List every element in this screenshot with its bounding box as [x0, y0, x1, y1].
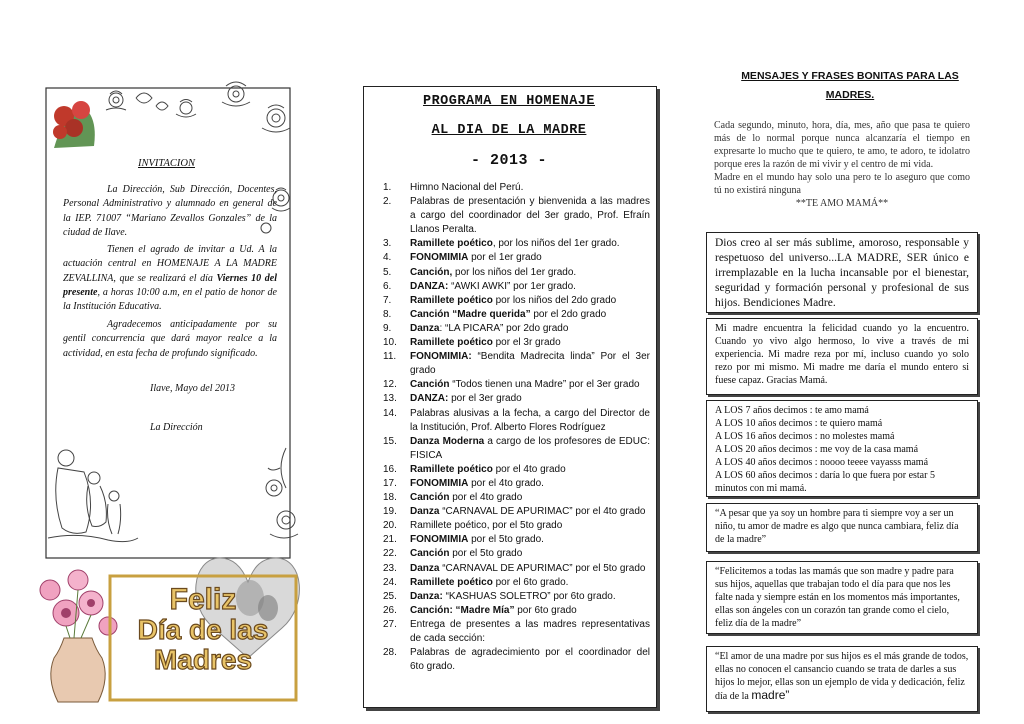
program-item-text: por el 5to grado: [449, 548, 523, 560]
program-item-number: 23.: [383, 562, 397, 574]
program-item-number: 20.: [383, 520, 397, 532]
program-item-highlight: FONOMIMIA: [410, 252, 469, 264]
program-item-text: “CARNAVAL DE APURIMAC” por el 5to grado: [439, 562, 646, 574]
message-ages: [706, 400, 978, 497]
program-title-1: PROGRAMA EN HOMENAJE: [422, 94, 596, 109]
program-item-number: 7.: [383, 294, 392, 306]
program-item-number: 15.: [383, 435, 397, 447]
program-item-text: Palabras alusivas a la fecha, a cargo del Director de la Institución, Prof. Alberto Flores Rodríguez: [410, 407, 650, 433]
program-item-text: “AWKI AWKI” por 1er grado.: [448, 280, 576, 292]
program-item-highlight: Danza: [410, 562, 440, 574]
program-item-highlight: Ramillete poético: [410, 238, 493, 250]
program-list: [383, 181, 650, 674]
program-item: [383, 477, 650, 491]
signature: La Dirección: [150, 422, 203, 433]
message-7: “El amor de una madre por sus hijos es el más grande de todos, ellas no conocen el cansancio cuando se trata de darles a sus hijos lo mejor, ellas son un ejemplo de vida y dedicación, feliz día de la madre”: [706, 646, 978, 712]
program-item: [383, 392, 650, 406]
program-year: - 2013 -: [470, 152, 547, 169]
program-item-highlight: Canción “Madre querida”: [410, 308, 531, 320]
program-item: [383, 533, 650, 547]
program-item: [383, 336, 650, 350]
greeting-line-3: Madres: [153, 644, 253, 675]
program-item: [383, 547, 650, 561]
message-6: “Felicitemos a todas las mamás que son madre y padre para sus hijos, aquellas que trabajan todo el día para que nos les falte nada y siempre están en los momentos más importantes, ellas son ángeles con un corazón tan grande como el cielo, feliz día de la madre”: [706, 561, 978, 634]
program-item-highlight: Canción: “Madre Mía”: [410, 604, 515, 616]
program-item-number: 16.: [383, 463, 397, 475]
program-item-text: Entrega de presentes a las madres representativas de cada sección:: [410, 618, 650, 644]
program-item-highlight: Danza: [410, 506, 440, 518]
message-5: “A pesar que ya soy un hombre para ti siempre voy a ser un niño, tu amor de madre es algo que nunca cambiara, feliz día de la madre”: [706, 503, 978, 552]
program-item-text: Ramillete poético, por el 5to grado: [410, 520, 563, 532]
program-item: [383, 407, 650, 435]
program-item-number: 2.: [383, 196, 392, 208]
flower-vase-icon: [40, 570, 117, 702]
program-item-highlight: DANZA:: [410, 393, 449, 405]
program-item-highlight: FONOMIMIA: [410, 477, 469, 489]
program-item-number: 28.: [383, 647, 397, 659]
program-item: [383, 280, 650, 294]
program-item: [383, 646, 650, 674]
program-item-highlight: Danza:: [410, 590, 443, 602]
program-item: [383, 378, 650, 392]
program-item-text: por el 5to grado.: [468, 534, 544, 546]
program-item-number: 6.: [383, 280, 392, 292]
program-item: [383, 618, 650, 646]
program-item-highlight: Ramillete poético: [410, 294, 493, 306]
program-item: [383, 251, 650, 265]
program-item-highlight: Ramillete poético: [410, 463, 493, 475]
program-item: [383, 519, 650, 533]
invitation-paragraph-3: Agradecemos anticipadamente por su gentil concurrencia que dará mayor realce a la actividad, en esta fecha de profundo significado.: [63, 319, 277, 359]
program-item: [383, 505, 650, 519]
program-item-number: 11.: [383, 351, 397, 363]
greeting-line-1: Feliz: [169, 583, 237, 616]
age-line: A LOS 10 años decimos : te quiero mamá: [715, 418, 883, 429]
program-item-number: 10.: [383, 337, 397, 349]
age-line: A LOS 20 años decimos : me voy de la casa mamá: [715, 444, 919, 455]
invitation-paragraph-2: Tienen el agrado de invitar a Ud. A la actuación central en HOMENAJE A LA MADRE ZEVALLINA, que se realizará el día Viernes 10 del presente, a horas 10:00 a.m, en el patio de honor de la Institución Educativa.: [63, 244, 277, 313]
program-item-text: por el 4to grado: [492, 463, 566, 475]
program-item-highlight: Ramillete poético: [410, 576, 493, 588]
program-item-text: “KASHUAS SOLETRO” por 6to grado.: [442, 590, 616, 602]
program-item-text: Palabras de agradecimiento por el coordinador del 6to grado.: [410, 647, 650, 673]
program-item-text: por el 4to grado: [449, 492, 523, 504]
program-item-highlight: FONOMIMIA: [410, 534, 469, 546]
greeting-line-2: Día de las: [137, 614, 269, 645]
top-flowers-icon: [106, 82, 290, 132]
program-item-text: “Todos tienen una Madre” por el 3er grado: [449, 379, 640, 391]
age-line: A LOS 7 años decimos : te amo mamá: [715, 405, 869, 416]
program-item-text: por el 3er grado: [448, 393, 522, 405]
messages-title: MENSAJES Y FRASES BONITAS PARA LAS MADRES.: [741, 70, 959, 101]
program-item-number: 5.: [383, 266, 392, 278]
side-flowers-icon: [261, 188, 298, 538]
program-item-number: 12.: [383, 379, 397, 391]
program-item-number: 18.: [383, 492, 397, 504]
place-date: Ilave, Mayo del 2013: [150, 383, 235, 394]
program-item: [383, 294, 650, 308]
program-item-highlight: FONOMIMIA:: [410, 351, 472, 363]
program-item-highlight: DANZA:: [410, 280, 449, 292]
program-item-highlight: Ramillete poético: [410, 337, 493, 349]
program-item-number: 25.: [383, 590, 397, 602]
program-item-text: por 6to grado: [514, 604, 577, 616]
program-item: [383, 562, 650, 576]
mother-children-icon: [48, 450, 138, 542]
program-item-text: a cargo de los profesores de EDUC: FISICA: [410, 435, 651, 461]
invitation-paragraph-1: La Dirección, Sub Dirección, Docentes, Personal Administrativo y alumnado en general de la IEP. 71007 “Mariano Zevallos Gonzales” de la ciudad de Ilave.: [63, 184, 277, 238]
program-item-number: 21.: [383, 534, 397, 546]
program-item-text: por los niños del 1er grado.: [452, 266, 577, 278]
event-date: Viernes 10 del presente: [63, 272, 277, 298]
program-item-number: 26.: [383, 604, 397, 616]
program-item-number: 9.: [383, 322, 392, 334]
program-item: [383, 435, 650, 463]
program-item-number: 3.: [383, 238, 392, 250]
greeting-text: [108, 585, 298, 675]
program-item-text: por los niños del 2do grado: [492, 294, 617, 306]
program-item-text: por el 6to grado.: [492, 576, 569, 588]
program-item: [383, 463, 650, 477]
program-item-number: 19.: [383, 506, 397, 518]
program-item-text: por el 4to grado.: [468, 477, 544, 489]
program-item-text: por el 3r grado: [492, 337, 561, 349]
program-item-text: “CARNAVAL DE APURIMAC” por el 4to grado: [439, 506, 646, 518]
program-item-highlight: Canción,: [410, 266, 453, 278]
program-item-highlight: Canción: [410, 379, 450, 391]
program-item-number: 24.: [383, 576, 397, 588]
program-title-2: AL DIA DE LA MADRE: [431, 123, 587, 138]
program-item-highlight: Danza: [410, 322, 440, 334]
program-item-text: : “LA PICARA” por 2do grado: [439, 322, 569, 334]
program-item-text: por el 2do grado: [530, 308, 607, 320]
program-item-number: 1.: [383, 182, 392, 193]
program-item-highlight: Canción: [410, 548, 450, 560]
program-item-number: 14.: [383, 407, 397, 419]
program-item: [383, 590, 650, 604]
program-item-text: , por los niños del 1er grado.: [492, 238, 620, 250]
program-item-number: 8.: [383, 308, 392, 320]
age-line: A LOS 16 años decimos : no molestes mamá: [715, 431, 895, 442]
program-item-number: 4.: [383, 252, 392, 264]
program-item-highlight: Danza Moderna: [410, 435, 485, 447]
program-item: [383, 237, 650, 251]
program-item-number: 27.: [383, 618, 397, 630]
program-item-highlight: Canción: [410, 492, 450, 504]
program-item-text: Himno Nacional del Perú.: [410, 182, 524, 193]
program-item-text: “Bendita Madrecita linda” Por el 3er grado: [410, 351, 650, 377]
program-item-text: por el 1er grado: [468, 252, 542, 264]
message-1: Cada segundo, minuto, hora, día, mes, año que pasa te quiero más de lo normal porque nunca alcanzaría el tiempo en expresarte lo mucho que te quiero, te amo, te adoro, te idolatro porque eres la razón de mi vivir y el centro de mi vida. Madre en el mundo hay solo una pero te lo aseguro que como tú no existirá ninguna **TE AMO MAMÁ**: [714, 120, 970, 209]
program-item-number: 17.: [383, 477, 397, 489]
program-item-text: Palabras de presentación y bienvenida a las madres a cargo del coordinador del 3er grado, Prof. Efraín Llanos Peralta.: [410, 196, 650, 236]
message-3: Mi madre encuentra la felicidad cuando yo la encuentro. Cuando yo vivo algo hermoso, lo vive a través de mi experiencia. Mi madre reza por mí, incluso cuando yo solo rezo por mi mismo. Mi madre me daría el mundo entero si fuese capaz. Gracias Mamá.: [706, 318, 978, 395]
program-item-number: 22.: [383, 548, 397, 560]
program-item: [383, 266, 650, 280]
program-item: [383, 604, 650, 618]
age-line: A LOS 60 años decimos : daría lo que fuera por estar 5 minutos con mi mamá.: [715, 470, 935, 494]
program-item: [383, 350, 650, 378]
rose-bouquet-icon: [53, 101, 95, 148]
message-2: Dios creo al ser más sublime, amoroso, responsable y respetuoso del universo...LA MADRE, SER único e irremplazable en la lucha incansable por el bienestar, seguridad y formación personal y profesional de sus hijos. Bendiciones Madre.: [706, 232, 978, 313]
program-item: [383, 322, 650, 336]
program-item: [383, 308, 650, 322]
program-item: [383, 195, 650, 237]
invitation-title: INVITACION: [138, 158, 195, 169]
program-item-number: 13.: [383, 393, 397, 405]
program-item: [383, 491, 650, 505]
program-item: [383, 576, 650, 590]
program-item: [383, 181, 650, 195]
age-line: A LOS 40 años decimos : noooo teeee vayasss mamá: [715, 457, 929, 468]
